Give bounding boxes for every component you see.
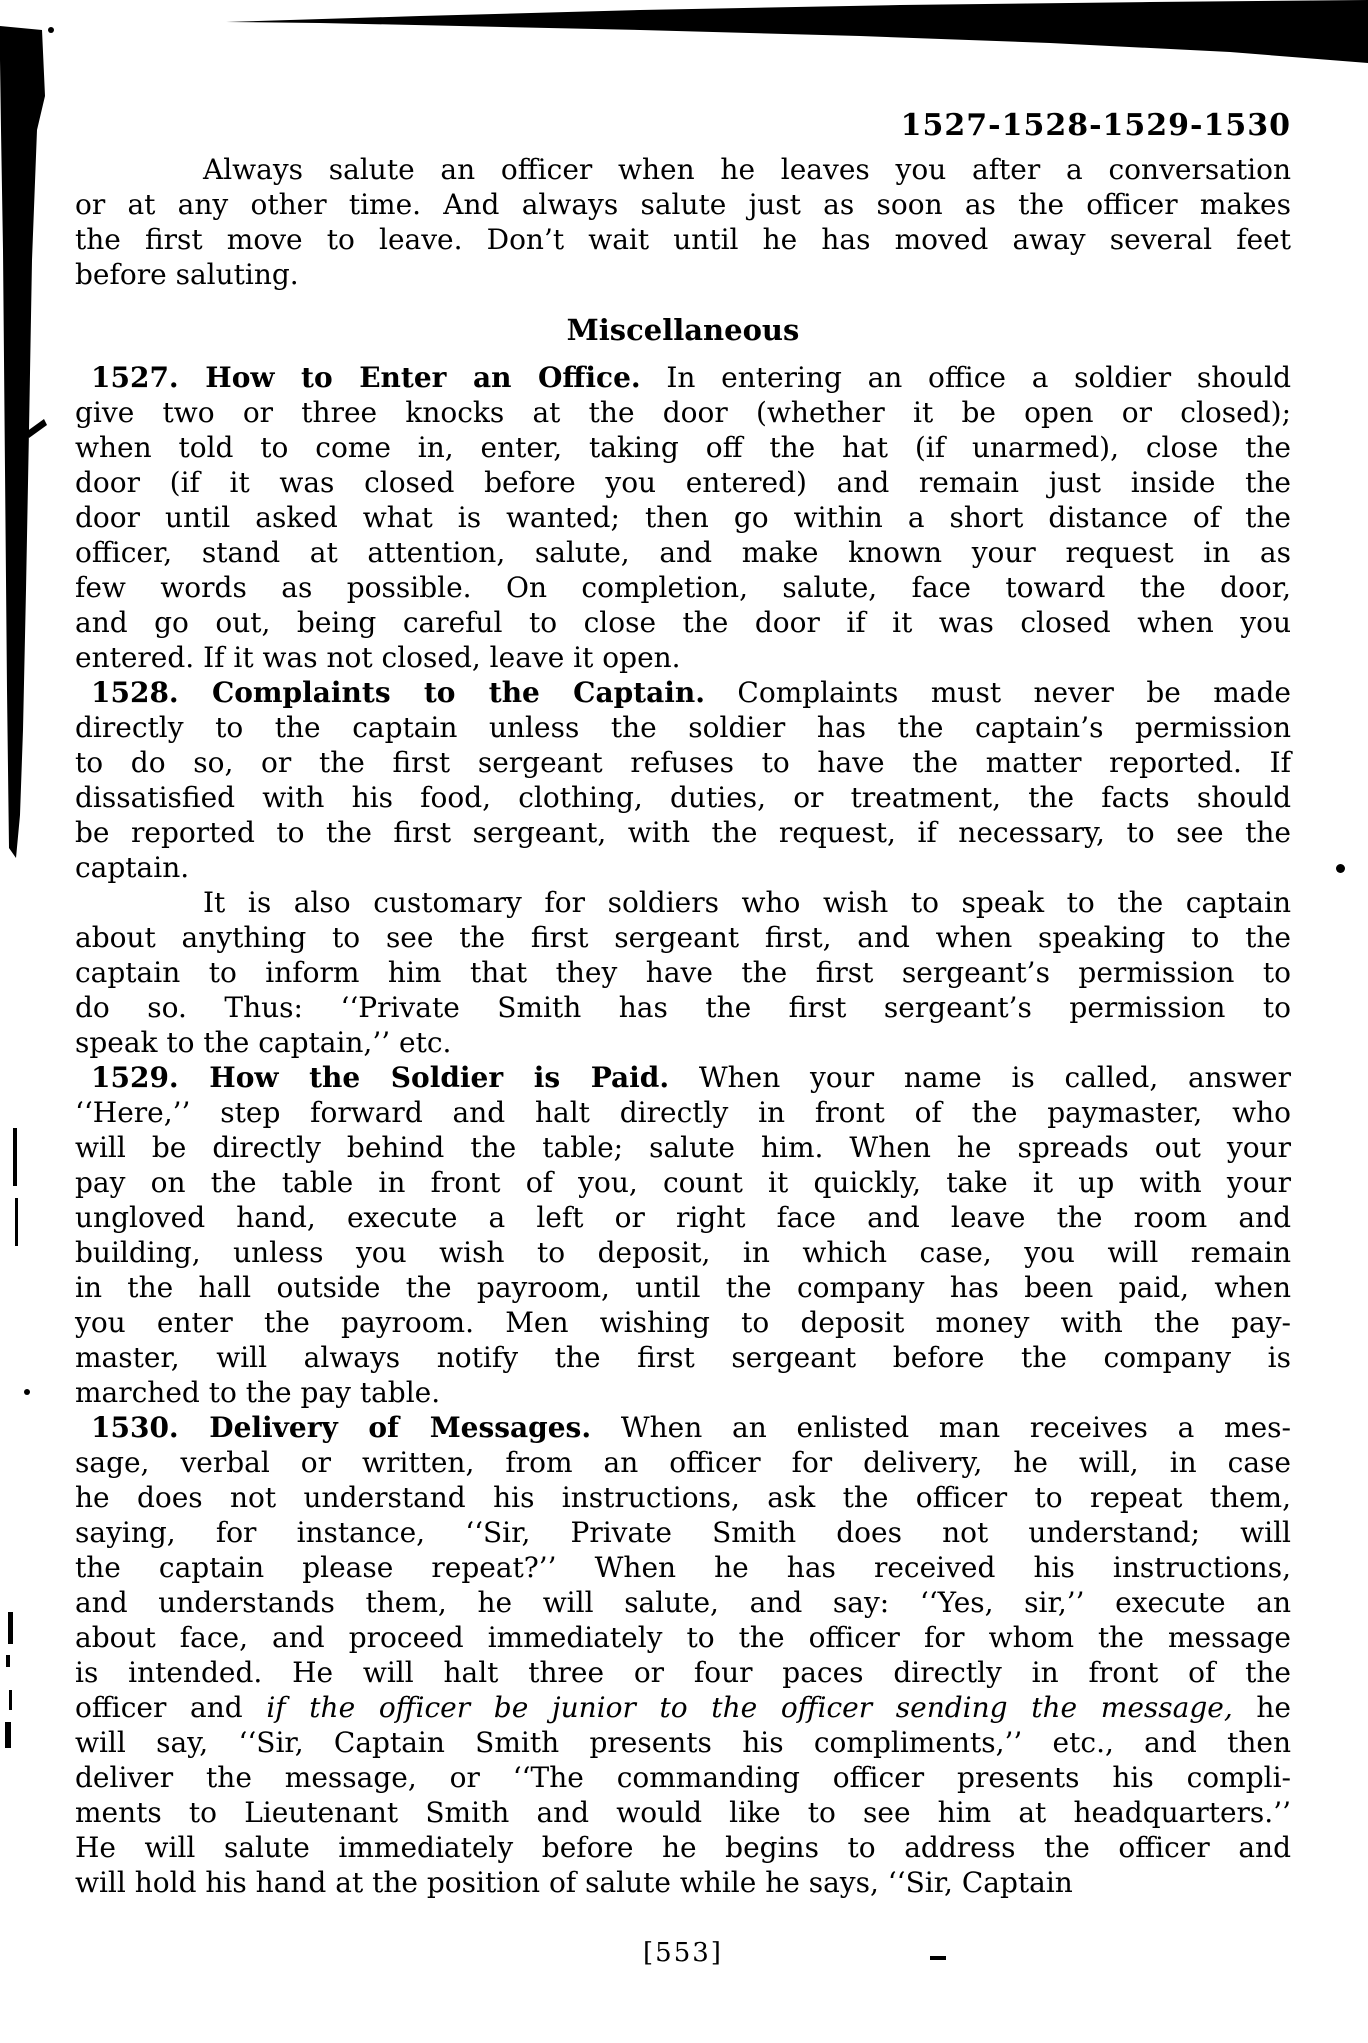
paragraph-lead-in: 1530. Delivery of Messages. (91, 1411, 592, 1444)
text-segment: he (1232, 1691, 1291, 1724)
text-line (75, 920, 1291, 955)
page-content (75, 108, 1291, 1970)
paragraph (75, 885, 1291, 1060)
text-segment: to do so, or the first sergeant refuses to have the matter reported. If (75, 746, 1291, 779)
text-segment: entered. If it was not closed, leave it open. (75, 641, 681, 674)
text-line (75, 1585, 1291, 1620)
text-segment: Always salute an officer when he leaves you after a conversation (203, 153, 1291, 186)
text-segment: do so. Thus: ‘‘Private Smith has the first sergeant’s permission to (75, 991, 1291, 1024)
text-line (75, 605, 1291, 640)
text-segment: sage, verbal or written, from an officer for delivery, he will, in case (75, 1446, 1291, 1479)
text-line (75, 1620, 1291, 1655)
text-segment: door until asked what is wanted; then go within a short distance of the (75, 501, 1291, 534)
text-line (75, 675, 1291, 710)
text-line (75, 257, 1291, 292)
text-segment: He will salute immediately before he begins to address the officer and (75, 1831, 1291, 1864)
text-line (75, 1445, 1291, 1480)
text-segment: he does not understand his instructions, ask the officer to repeat them, (75, 1481, 1291, 1514)
text-segment: In entering an office a soldier should (640, 361, 1291, 394)
text-segment: in the hall outside the payroom, until the company has been paid, when (75, 1271, 1291, 1304)
section-heading: Miscellaneous (566, 313, 800, 347)
text-line (75, 500, 1291, 535)
text-segment: will say, ‘‘Sir, Captain Smith presents his compliments,’’ etc., and then (75, 1726, 1291, 1759)
text-line (75, 1095, 1291, 1130)
text-segment: directly to the captain unless the soldier has the captain’s permission (75, 711, 1291, 744)
page-header-number: 1527-1528-1529-1530 (900, 108, 1291, 143)
text-segment: When your name is called, answer (669, 1061, 1291, 1094)
text-segment: if the officer be junior to the officer sending the message, (266, 1691, 1233, 1724)
text-line (75, 1340, 1291, 1375)
paragraph (75, 675, 1291, 885)
text-segment: you enter the payroom. Men wishing to deposit money with the pay- (75, 1306, 1291, 1339)
text-line (75, 1060, 1291, 1095)
text-line (75, 885, 1291, 920)
text-line (75, 152, 1291, 187)
text-segment: Complaints must never be made (704, 676, 1291, 709)
scan-artifact-left-bar (0, 0, 60, 2043)
paragraph-lead-in: 1527. How to Enter an Office. (91, 361, 641, 394)
text-segment: about face, and proceed immediately to the officer for whom the message (75, 1621, 1291, 1654)
text-line (75, 570, 1291, 605)
text-line (75, 1410, 1291, 1445)
text-segment: the first move to leave. Don’t wait until he has moved away several feet (75, 223, 1291, 256)
text-segment: will be directly behind the table; salute him. When he spreads out your (75, 1131, 1291, 1164)
text-line (75, 360, 1291, 395)
text-segment: about anything to see the first sergeant first, and when speaking to the (75, 921, 1291, 954)
text-line (75, 1550, 1291, 1585)
scan-artifact-ink-dot (1336, 864, 1345, 873)
page-footer-number: [553] (643, 1938, 723, 1968)
text-line (75, 1795, 1291, 1830)
text-line (75, 850, 1291, 885)
paragraph (75, 152, 1291, 292)
paragraph (75, 360, 1291, 675)
text-line (75, 815, 1291, 850)
paragraph (75, 1060, 1291, 1410)
paragraph (75, 1410, 1291, 1900)
text-segment: officer, stand at attention, salute, and make known your request in as (75, 536, 1291, 569)
text-segment: officer and (75, 1691, 267, 1724)
text-segment: captain to inform him that they have the first sergeant’s permission to (75, 956, 1291, 989)
text-segment: ungloved hand, execute a left or right face and leave the room and (75, 1201, 1291, 1234)
text-segment: the captain please repeat?’’ When he has received his instructions, (75, 1551, 1291, 1584)
text-line (75, 1515, 1291, 1550)
paragraph-lead-in: 1528. Complaints to the Captain. (91, 676, 705, 709)
text-segment: give two or three knocks at the door (whether it be open or closed); (75, 396, 1291, 429)
text-line (75, 990, 1291, 1025)
text-line (75, 430, 1291, 465)
text-segment: master, will always notify the first sergeant before the company is (75, 1341, 1291, 1374)
text-line (75, 640, 1291, 675)
text-segment: captain. (75, 851, 190, 884)
text-segment: be reported to the first sergeant, with the request, if necessary, to see the (75, 816, 1291, 849)
scan-artifact-top-wedge (0, 0, 1368, 70)
text-line (75, 780, 1291, 815)
text-segment: marched to the pay table. (75, 1376, 441, 1409)
text-segment: when told to come in, enter, taking off the hat (if unarmed), close the (75, 431, 1291, 464)
text-segment: or at any other time. And always salute just as soon as the officer makes (75, 188, 1291, 221)
text-segment: pay on the table in front of you, count it quickly, take it up with your (75, 1166, 1291, 1199)
text-line (75, 710, 1291, 745)
text-line (75, 1270, 1291, 1305)
text-segment: ments to Lieutenant Smith and would like to see him at headquarters.’’ (75, 1796, 1291, 1829)
text-line (75, 187, 1291, 222)
text-segment: and understands them, he will salute, and say: ‘‘Yes, sir,’’ execute an (75, 1586, 1291, 1619)
text-segment: will hold his hand at the position of salute while he says, ‘‘Sir, Captain (75, 1866, 1073, 1899)
text-segment: When an enlisted man receives a mes- (591, 1411, 1291, 1444)
text-line (75, 1725, 1291, 1760)
text-segment: dissatisfied with his food, clothing, duties, or treatment, the facts should (75, 781, 1291, 814)
text-segment: before saluting. (75, 258, 299, 291)
text-line (75, 1130, 1291, 1165)
text-segment: building, unless you wish to deposit, in which case, you will remain (75, 1236, 1291, 1269)
text-line (75, 955, 1291, 990)
text-line (75, 1305, 1291, 1340)
text-line (75, 1235, 1291, 1270)
text-line (75, 1760, 1291, 1795)
text-segment: deliver the message, or ‘‘The commanding officer presents his compli- (75, 1761, 1291, 1794)
text-line (75, 1655, 1291, 1690)
text-segment: saying, for instance, ‘‘Sir, Private Smith does not understand; will (75, 1516, 1291, 1549)
text-line (75, 1865, 1291, 1900)
text-line (75, 222, 1291, 257)
text-segment: few words as possible. On completion, salute, face toward the door, (75, 571, 1291, 604)
text-line (75, 745, 1291, 780)
text-segment: ‘‘Here,’’ step forward and halt directly in front of the paymaster, who (75, 1096, 1291, 1129)
text-line (75, 535, 1291, 570)
text-line (75, 1165, 1291, 1200)
text-block (75, 152, 1291, 1900)
text-line (75, 1690, 1291, 1725)
text-line (75, 1025, 1291, 1060)
text-line (75, 1480, 1291, 1515)
text-segment: door (if it was closed before you entered) and remain just inside the (75, 466, 1291, 499)
text-segment: It is also customary for soldiers who wish to speak to the captain (203, 886, 1291, 919)
text-line (75, 1830, 1291, 1865)
text-line (75, 1200, 1291, 1235)
text-line (75, 395, 1291, 430)
text-line (75, 465, 1291, 500)
text-segment: is intended. He will halt three or four paces directly in front of the (75, 1656, 1291, 1689)
text-segment: speak to the captain,’’ etc. (75, 1026, 452, 1059)
text-line (75, 1375, 1291, 1410)
text-segment: and go out, being careful to close the door if it was closed when you (75, 606, 1291, 639)
paragraph-lead-in: 1529. How the Soldier is Paid. (91, 1061, 670, 1094)
